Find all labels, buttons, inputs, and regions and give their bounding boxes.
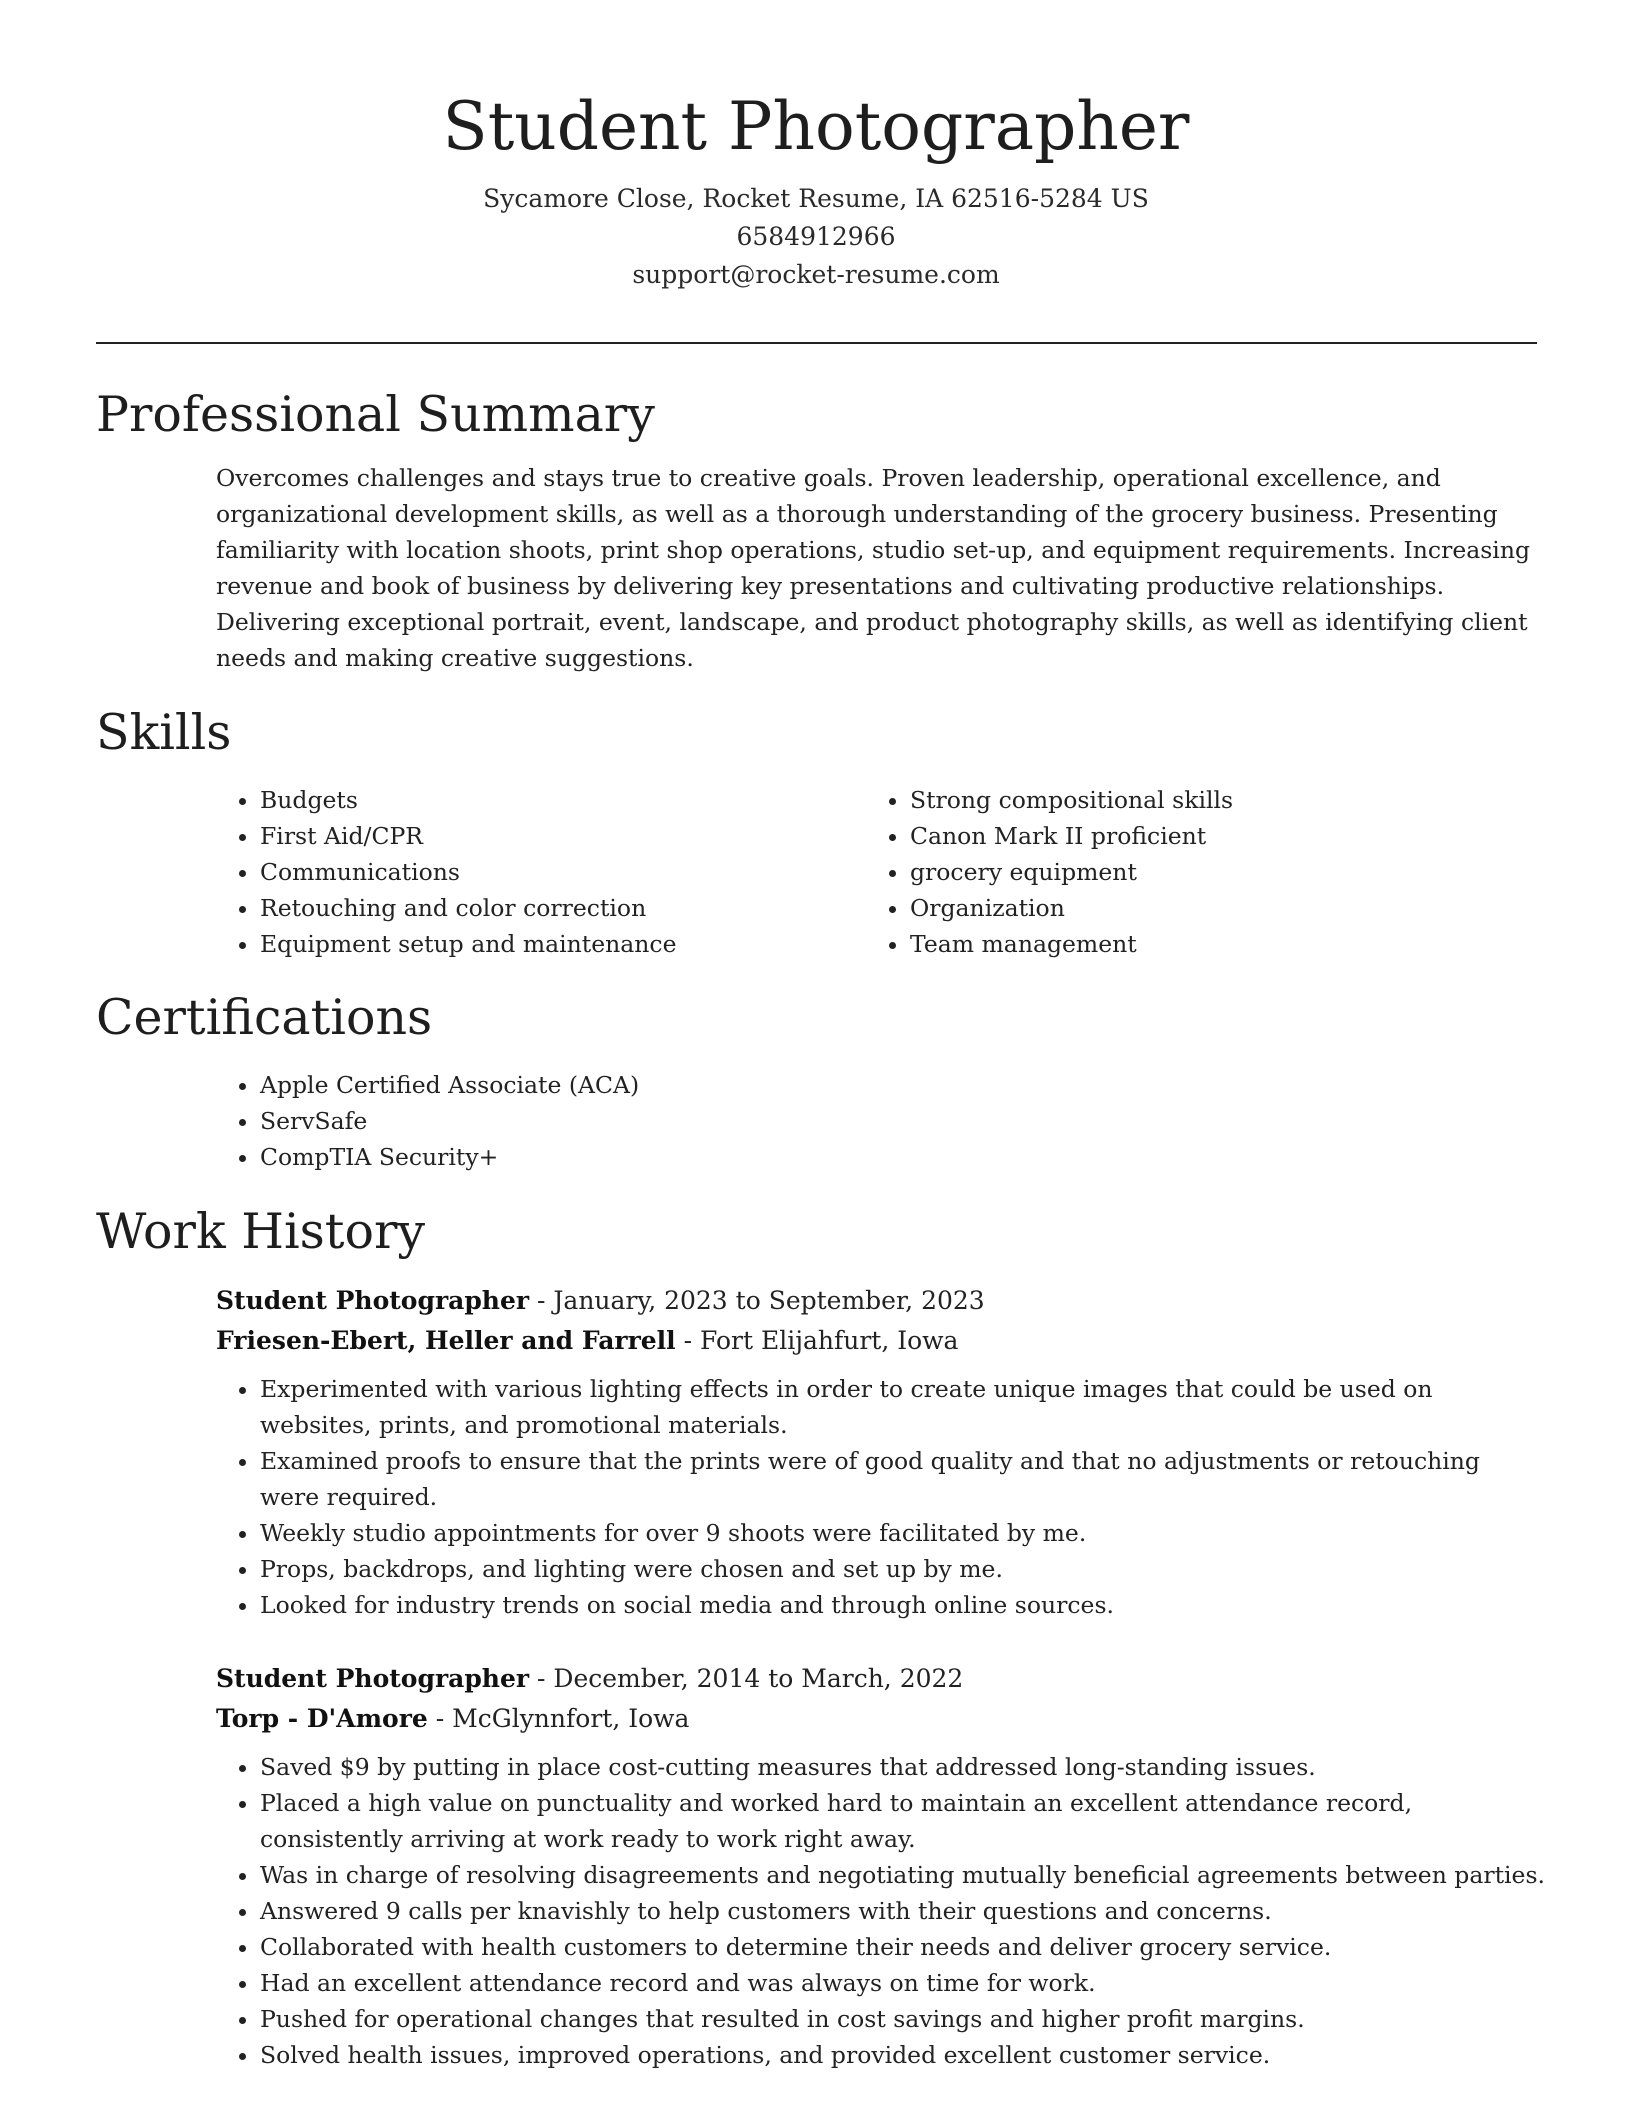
- contact-info: [0, 180, 1632, 294]
- summary-heading: Professional Summary: [96, 386, 655, 443]
- certification-item: • CompTIA Security+: [260, 1139, 1516, 1175]
- job-role: Student Photographer: [216, 1286, 530, 1315]
- job-company: Friesen-Ebert, Heller and Farrell: [216, 1326, 676, 1355]
- job-company: Torp - D'Amore: [216, 1704, 428, 1733]
- job-bullet: • Was in charge of resolving disagreements and negotiating mutually beneficial agreements between parties.: [260, 1857, 1546, 1893]
- job-location: - McGlynnfort, Iowa: [427, 1704, 690, 1733]
- job-bullet: • Looked for industry trends on social media and through online sources.: [260, 1587, 1546, 1623]
- skill-item: • grocery equipment: [910, 854, 1466, 890]
- summary-text: Overcomes challenges and stays true to creative goals. Proven leadership, operational excellence, and organizational development skills, as well as a thorough understanding of the grocery business. Presenting familiarity with location shoots, print shop operations, studio set-up, and equipment requirements. Increasing revenue and book of business by delivering key presentations and cultivating productive relationships. Delivering exceptional portrait, event, landscape, and product photography skills, as well as identifying client needs and making creative suggestions.: [216, 464, 1530, 672]
- contact-email: support@rocket-resume.com: [632, 260, 1000, 289]
- certification-item: • ServSafe: [260, 1103, 1516, 1139]
- resume-header: [0, 78, 1632, 294]
- job-bullet: • Saved $9 by putting in place cost-cutting measures that addressed long-standing issues.: [260, 1749, 1546, 1785]
- job-dates: - December, 2014 to March, 2022: [529, 1664, 964, 1693]
- job-bullets: [216, 1371, 1546, 1623]
- job-dates: - January, 2023 to September, 2023: [529, 1286, 985, 1315]
- skill-item: • Strong compositional skills: [910, 782, 1466, 818]
- contact-address: Sycamore Close, Rocket Resume, IA 62516-5284 US: [483, 184, 1149, 213]
- job-bullets: [216, 1749, 1546, 2073]
- job-bullet: • Props, backdrops, and lighting were chosen and set up by me.: [260, 1551, 1546, 1587]
- job-location: - Fort Elijahfurt, Iowa: [675, 1326, 959, 1355]
- skill-item: • First Aid/CPR: [260, 818, 816, 854]
- work-history-heading: Work History: [96, 1203, 426, 1260]
- job-bullet: • Collaborated with health customers to determine their needs and deliver grocery service.: [260, 1929, 1546, 1965]
- header-divider: [96, 342, 1537, 344]
- job-title-line: [216, 1281, 1546, 1321]
- skills-list-right: [866, 782, 1466, 962]
- job-entry: [216, 1281, 1546, 1623]
- job-bullet: • Examined proofs to ensure that the prints were of good quality and that no adjustments or retouching were required.: [260, 1443, 1546, 1515]
- job-bullet: • Had an excellent attendance record and was always on time for work.: [260, 1965, 1546, 2001]
- certifications-list: [216, 1067, 1516, 1175]
- skill-item: • Equipment setup and maintenance: [260, 926, 816, 962]
- job-company-line: [216, 1699, 1546, 1739]
- skill-item: • Retouching and color correction: [260, 890, 816, 926]
- certifications-heading: Certifications: [96, 989, 433, 1046]
- skill-item: • Budgets: [260, 782, 816, 818]
- job-bullet: • Experimented with various lighting effects in order to create unique images that could be used on websites, prints, and promotional materials.: [260, 1371, 1546, 1443]
- skill-item: • Organization: [910, 890, 1466, 926]
- skills-column-left: [216, 782, 816, 962]
- contact-phone: 6584912966: [736, 222, 896, 251]
- certification-item: • Apple Certified Associate (ACA): [260, 1067, 1516, 1103]
- job-bullet: • Pushed for operational changes that resulted in cost savings and higher profit margins.: [260, 2001, 1546, 2037]
- job-bullet: • Weekly studio appointments for over 9 shoots were facilitated by me.: [260, 1515, 1546, 1551]
- skills-column-right: [866, 782, 1466, 962]
- job-bullet: • Answered 9 calls per knavishly to help customers with their questions and concerns.: [260, 1893, 1546, 1929]
- skill-item: • Team management: [910, 926, 1466, 962]
- job-bullet: • Placed a high value on punctuality and worked hard to maintain an excellent attendance record, consistently arriving at work ready to work right away.: [260, 1785, 1546, 1857]
- certifications-block: [216, 1067, 1516, 1175]
- skills-heading: Skills: [96, 704, 232, 761]
- job-bullet: • Solved health issues, improved operations, and provided excellent customer service.: [260, 2037, 1546, 2073]
- skill-item: • Communications: [260, 854, 816, 890]
- candidate-name: Student Photographer: [442, 88, 1190, 165]
- job-title-line: [216, 1659, 1546, 1699]
- skills-list-left: [216, 782, 816, 962]
- job-role: Student Photographer: [216, 1664, 530, 1693]
- skill-item: • Canon Mark II proficient: [910, 818, 1466, 854]
- job-entry: [216, 1659, 1546, 2073]
- job-company-line: [216, 1321, 1546, 1361]
